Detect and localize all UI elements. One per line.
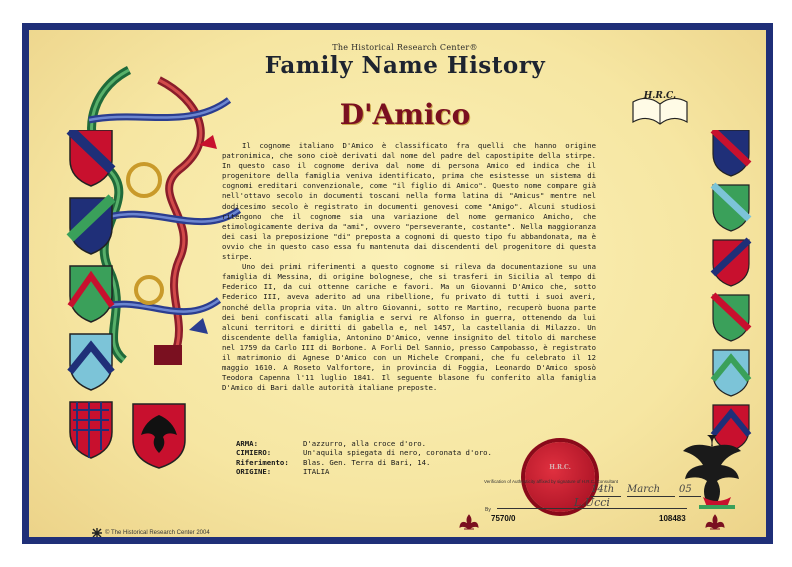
heraldic-shield — [713, 240, 749, 286]
history-paragraph: Uno dei primi riferimenti a questo cognome si rileva da documentazione su una famiglia di Messina, di origine bolognese, che si trasferi in Sicilia al tempo di Federico II, da cui ottenne cariche e favori. Ma un Giovanni D'Amico che, sotto Federico III, aveva aderito ad una ribellione, fu privato di tutti i suoi averi, nonché della propria vita. Un altro Giovanni, sotto re Martino, recuperò buona parte dei beni confiscati alla famiglia e servi re Alfonso in guerra, ottenendo da lui alcuni territori e diritti di gabella e, nel 1457, la castellania di Milazzo. Un discendente della famiglia, Antonino D'Amico, venne insignito del titolo di marchese nel 1759 da Carlo III di Borbone. A Forli Del Sannio, presso Campobasso, è registrato il matrimonio di Agnese D'Amico con un Michele Crompani, che fu celebrato il 12 maggio 1610. A Roseto Valfortore, in provincia di Foggia, Leonardo D'Amico sposò Teodora Capenna l'11 luglio 1841. Il seguente blasone fu conferito alla famiglia D'Amico di Bari dalle autorità italiane preposte. — [222, 262, 596, 393]
reference-number: 7570/0 — [491, 514, 516, 523]
signature-month: March — [627, 484, 675, 497]
heraldic-shield — [713, 350, 749, 396]
certificate-frame — [22, 23, 773, 544]
eagle-crest — [677, 425, 757, 515]
parchment — [29, 30, 766, 537]
by-label: By — [485, 507, 491, 513]
arms-row — [236, 439, 506, 448]
arms-row — [236, 458, 506, 467]
book-logo — [629, 84, 691, 128]
logo-text: H.R.C. — [643, 91, 677, 101]
heraldic-shield — [713, 295, 749, 341]
heraldic-shield — [713, 130, 749, 176]
arms-label: ARMA: — [236, 439, 258, 448]
arms-value: Un'aquila spiegata di nero, coronata d'oro. — [303, 448, 492, 458]
publisher-name: The Historical Research Center® — [332, 43, 478, 52]
heraldic-shield — [70, 266, 112, 322]
arms-value: Blas. Gen. Terra di Bari, 14. — [303, 457, 431, 467]
arms-description — [236, 439, 506, 477]
heraldic-shields-left — [65, 130, 135, 530]
document-title: Family Name History — [264, 52, 546, 79]
heraldic-shield — [70, 130, 112, 186]
arms-label: CIMIERO: — [236, 448, 272, 458]
history-paragraph: Il cognome italiano D'Amico è classificato fra quelli che hanno origine patronimica, che sono cioè derivati dal nome del padre del capostipite della stirpe. In questo caso il cognome deriva dal nome di persona Amico ed indica che il progenitore della famiglia veniva identificato, prima che esistesse un sistema di cognomi ereditari convenzionale, come "il figlio di Amico". Questo nome compare già nell'ottavo secolo in documenti toscani nella forma latina di "Amicus" mentre nel dodicesimo secolo è registrato in documenti genovesi come "Amigo". Alcuni studiosi ritengono che il cognome sia una variazione del nome germanico Amicho, che etimologicamente deriva da "ami", ovvero "perseverante, costante". Nella maggioranza dei casi la preposizione "di" preposta a cognomi di questo tipo fu abbandonata, ma è ovvio che in questo caso essa fu mantenuta dai discendenti del progenitore di questa stirpe. — [222, 141, 596, 262]
certificate-number: 108483 — [659, 514, 686, 523]
heraldic-shields-right — [709, 130, 766, 460]
arms-label: ORIGINE: — [236, 467, 272, 477]
phoenix-shield — [129, 400, 189, 470]
history-text — [222, 141, 596, 393]
heraldic-shield — [70, 198, 112, 254]
fleur-de-lis-icon — [459, 514, 479, 532]
heraldic-shield — [713, 185, 749, 231]
heraldic-shield — [70, 334, 112, 390]
arms-value: ITALIA — [303, 467, 330, 477]
arms-row — [236, 448, 506, 457]
verification-note: Verification of Authenticity affixed by signature of H.R.C. Consultant — [484, 479, 618, 484]
copyright-notice: © The Historical Research Center 2004 — [105, 530, 210, 536]
celtic-mark-icon — [91, 527, 103, 537]
signature-year: 05 — [679, 484, 701, 497]
heraldic-shield — [70, 402, 112, 458]
family-name-heading: D'Amico — [339, 98, 471, 131]
signature-day: 14th — [591, 484, 621, 497]
arms-label: Riferimento: — [236, 457, 289, 467]
arms-row — [236, 467, 506, 476]
seal-text: H.R.C. — [549, 464, 571, 471]
arms-value: D'azzurro, alla croce d'oro. — [303, 439, 427, 448]
fleur-de-lis-icon — [705, 514, 725, 532]
consultant-signature: L.Ucci — [497, 496, 687, 509]
